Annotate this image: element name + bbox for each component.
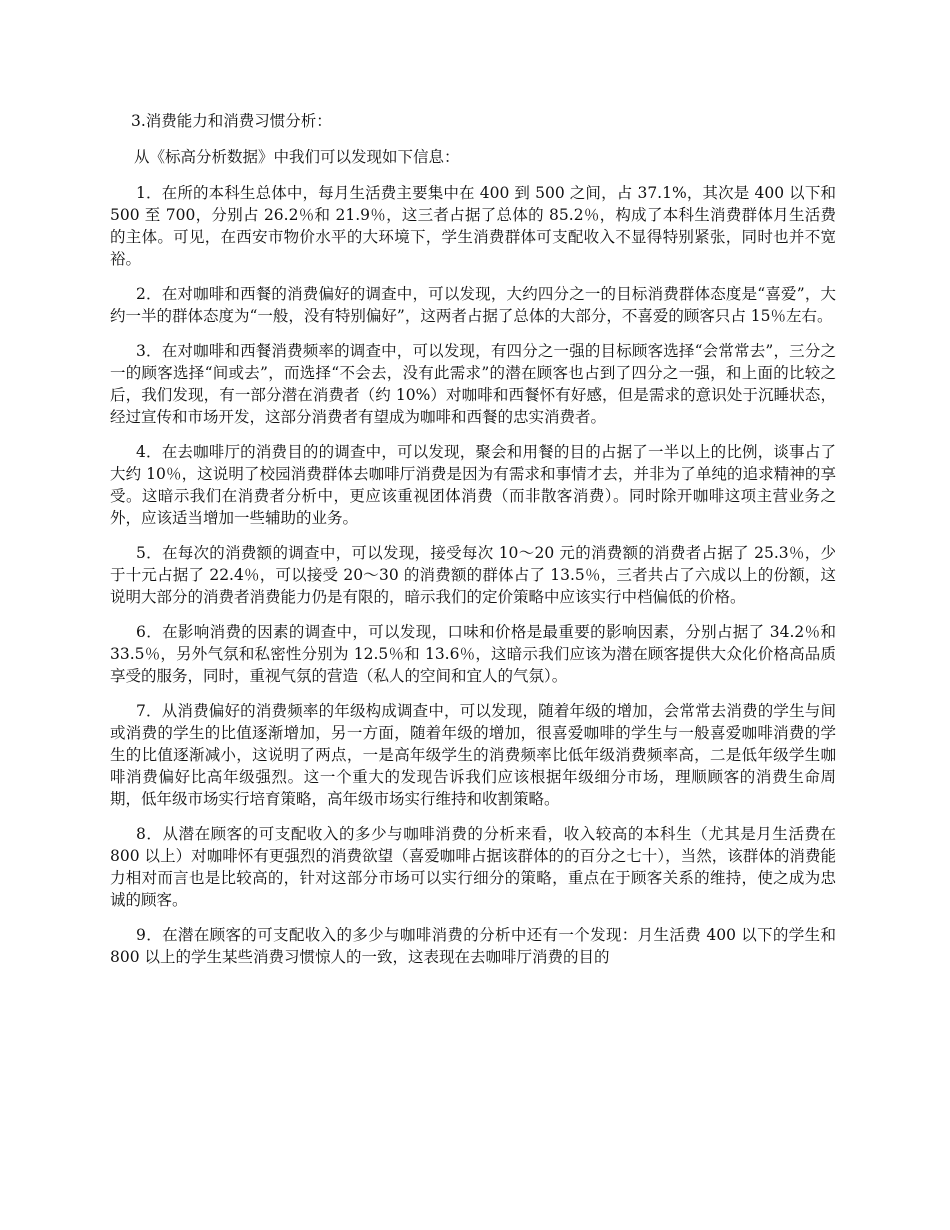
paragraph-number: 2． xyxy=(136,285,162,303)
paragraph-8 xyxy=(110,823,836,911)
paragraph-text: 在每次的消费额的调查中，可以发现，接受每次 10～20 元的消费额的消费者占据了 25.3％，少于十元占据了 22.4％，可以接受 20～30 的消费额的群体占了 13.5％，三者共占了六成以上的份额，这说明大部分的消费者消费能力仍是有限的，暗示我们的定价策略中应该实行中档偏低的价格。 xyxy=(110,544,836,606)
paragraph-text: 在对咖啡和西餐的消费偏好的调查中，可以发现，大约四分之一的目标消费群体态度是“喜爱”，大约一半的群体态度为“一般，没有特别偏好”，这两者占据了总体的大部分，不喜爱的顾客只占 15％左右。 xyxy=(110,285,836,325)
paragraph-text: 在去咖啡厅的消费目的的调查中，可以发现，聚会和用餐的目的占据了一半以上的比例，谈事占了大约 10％，这说明了校园消费群体去咖啡厅消费是因为有需求和事情才去，并非为了单纯的追求精神的享受。这暗示我们在消费者分析中，更应该重视团体消费（而非散客消费）。同时除开咖啡这项主营业务之外，应该适当增加一些辅助的业务。 xyxy=(110,443,836,527)
paragraph-number: 6． xyxy=(136,623,163,641)
paragraph-number: 8． xyxy=(136,825,163,843)
paragraph-9 xyxy=(110,924,836,968)
paragraph-2 xyxy=(110,283,836,327)
paragraph-number: 9． xyxy=(136,926,163,944)
paragraph-4 xyxy=(110,441,836,529)
paragraph-3 xyxy=(110,340,836,428)
paragraph-number: 1． xyxy=(136,184,162,202)
paragraph-number: 7． xyxy=(136,702,162,720)
paragraph-number: 5． xyxy=(136,544,162,562)
paragraph-text: 在所的本科生总体中，每月生活费主要集中在 400 到 500 之间，占 37.1%，其次是 400 以下和 500 至 700，分别占 26.2％和 21.9％，这三者占据了总体的 85.2％，构成了本科生消费群体月生活费的主体。可见，在西安市物价水平的大环境下，学生消费群体可支配收入不显得特别紧张，同时也并不宽裕。 xyxy=(110,184,836,268)
paragraph-number: 3． xyxy=(136,342,162,360)
section-heading: 3.消费能力和消费习惯分析： xyxy=(131,112,332,130)
document-body xyxy=(110,110,836,981)
intro-line: 从《标高分析数据》中我们可以发现如下信息： xyxy=(134,148,460,166)
paragraph-text: 在对咖啡和西餐消费频率的调查中，可以发现，有四分之一强的目标顾客选择“会常常去”，三分之一的顾客选择“间或去”，而选择“不会去，没有此需求”的潜在顾客也占到了四分之一强，和上面的比较之后，我们发现，有一部分潜在消费者（约 10%）对咖啡和西餐怀有好感，但是需求的意识处于沉睡状态，经过宣传和市场开发，这部分消费者有望成为咖啡和西餐的忠实消费者。 xyxy=(110,342,836,426)
paragraph-6 xyxy=(110,621,836,687)
paragraph-text: 在影响消费的因素的调查中，可以发现，口味和价格是最重要的影响因素，分别占据了 34.2％和 33.5％，另外气氛和私密性分别为 12.5％和 13.6％，这暗示我们应该为潜在顾客提供大众化价格高品质享受的服务，同时，重视气氛的营造（私人的空间和宜人的气氛）。 xyxy=(110,623,836,685)
paragraph-1 xyxy=(110,182,836,270)
paragraph-text: 从消费偏好的消费频率的年级构成调查中，可以发现，随着年级的增加，会常常去消费的学生与间或消费的学生的比值逐渐增加，另一方面，随着年级的增加，很喜爱咖啡的学生与一般喜爱咖啡消费的学生的比值逐渐减小，这说明了两点，一是高年级学生的消费频率比低年级消费频率高，二是低年级学生咖啡消费偏好比高年级强烈。这一个重大的发现告诉我们应该根据年级细分市场，理顺顾客的消费生命周期，低年级市场实行培育策略，高年级市场实行维持和收割策略。 xyxy=(110,702,836,808)
paragraph-7 xyxy=(110,700,836,810)
paragraph-text: 从潜在顾客的可支配收入的多少与咖啡消费的分析来看，收入较高的本科生（尤其是月生活费在 800 以上）对咖啡怀有更强烈的消费欲望（喜爱咖啡占据该群体的的百分之七十），当然，该群体的消费能力相对而言也是比较高的，针对这部分市场可以实行细分的策略，重点在于顾客关系的维持，使之成为忠诚的顾客。 xyxy=(110,825,836,909)
paragraph-number: 4． xyxy=(136,443,162,461)
paragraph-text: 在潜在顾客的可支配收入的多少与咖啡消费的分析中还有一个发现：月生活费 400 以下的学生和 800 以上的学生某些消费习惯惊人的一致，这表现在去咖啡厅消费的目的 xyxy=(110,926,836,966)
paragraph-5 xyxy=(110,542,836,608)
